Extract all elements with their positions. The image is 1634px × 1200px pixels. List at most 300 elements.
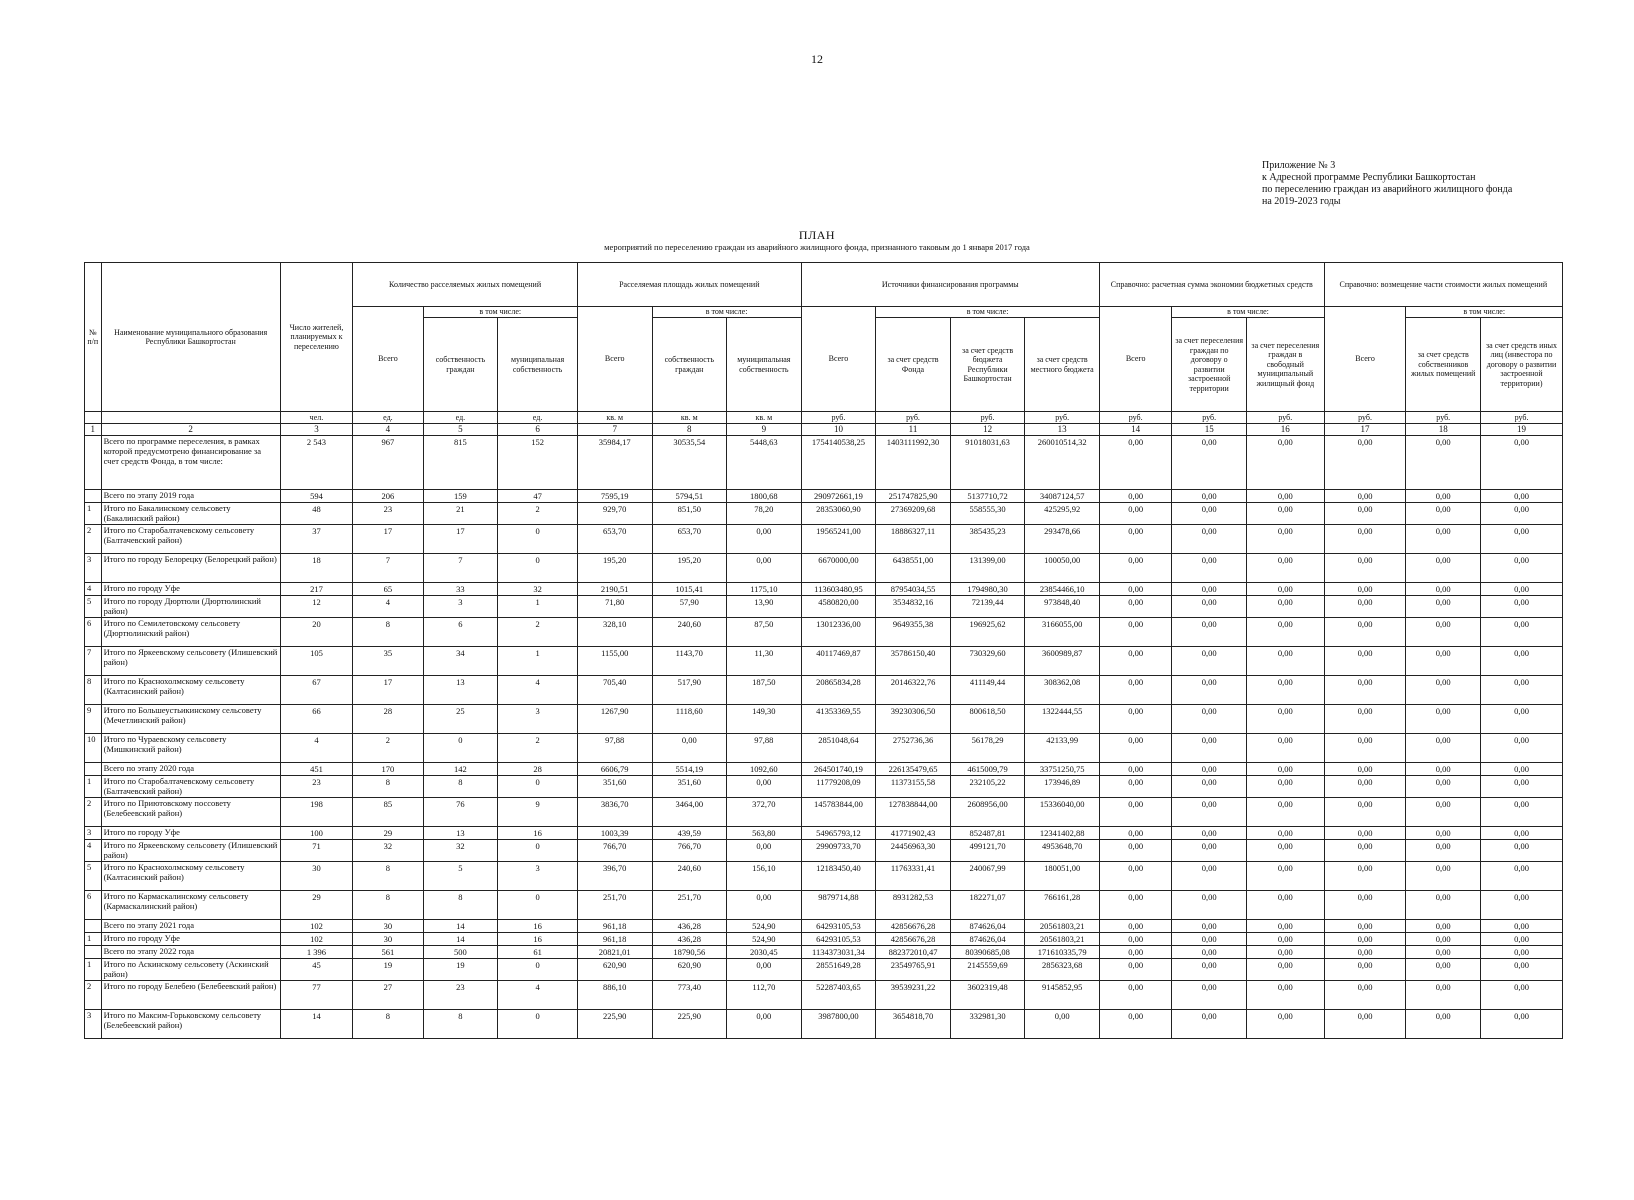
value-cell: 773,40: [652, 981, 727, 1010]
value-cell: 290972661,19: [801, 490, 876, 503]
value-cell: 1092,60: [727, 763, 802, 776]
value-cell: 48: [280, 503, 352, 525]
value-cell: 0,00: [1406, 734, 1481, 763]
value-cell: 800618,50: [950, 705, 1025, 734]
value-cell: 0,00: [1246, 436, 1324, 490]
value-cell: 0,00: [1406, 1010, 1481, 1039]
value-cell: 13,90: [727, 596, 802, 618]
municipality-name: Итого по Старобалтачевскому сельсовету (Балтачевский район): [101, 525, 280, 554]
municipality-name: Итого по городу Уфе: [101, 827, 280, 840]
value-cell: 23854466,10: [1025, 583, 1100, 596]
value-cell: 0,00: [1324, 618, 1406, 647]
row-number: 3: [85, 827, 102, 840]
value-cell: 372,70: [727, 798, 802, 827]
value-cell: 8931282,53: [876, 891, 951, 920]
value-cell: 8: [353, 891, 423, 920]
value-cell: 563,80: [727, 827, 802, 840]
value-cell: 0,00: [1481, 647, 1563, 676]
value-cell: 97,88: [577, 734, 652, 763]
value-cell: 8: [353, 776, 423, 798]
value-cell: 8: [423, 1010, 498, 1039]
value-cell: 766,70: [652, 840, 727, 862]
value-cell: 0,00: [1246, 676, 1324, 705]
header-local-budget: за счет средств местного бюджета: [1025, 318, 1100, 412]
value-cell: 52287403,65: [801, 981, 876, 1010]
value-cell: 25: [423, 705, 498, 734]
value-cell: 15336040,00: [1025, 798, 1100, 827]
column-number: 18: [1406, 424, 1481, 436]
value-cell: 0,00: [1324, 920, 1406, 933]
row-number: 5: [85, 862, 102, 891]
units-cell: ед.: [423, 412, 498, 424]
row-number: [85, 946, 102, 959]
table-row: [85, 676, 1563, 705]
value-cell: 1175,10: [727, 583, 802, 596]
value-cell: 28: [353, 705, 423, 734]
municipality-name: Итого по городу Белорецку (Белорецкий район): [101, 554, 280, 583]
value-cell: 0,00: [1481, 827, 1563, 840]
value-cell: 196925,62: [950, 618, 1025, 647]
value-cell: 0,00: [1172, 734, 1247, 763]
row-number: 3: [85, 554, 102, 583]
value-cell: 30: [353, 933, 423, 946]
value-cell: 17: [353, 525, 423, 554]
value-cell: 39539231,22: [876, 981, 951, 1010]
municipality-name: Итого по Аскинскому сельсовету (Аскинский район): [101, 959, 280, 981]
value-cell: 0,00: [1324, 891, 1406, 920]
value-cell: 20: [280, 618, 352, 647]
value-cell: 0,00: [1324, 946, 1406, 959]
value-cell: 0,00: [1406, 647, 1481, 676]
value-cell: 2752736,36: [876, 734, 951, 763]
value-cell: 251,70: [652, 891, 727, 920]
column-number: 16: [1246, 424, 1324, 436]
value-cell: 0,00: [1406, 618, 1481, 647]
value-cell: 0,00: [1246, 798, 1324, 827]
municipality-name: Итого по Семилетовскому сельсовету (Дюртюлинский район): [101, 618, 280, 647]
units-cell: ед.: [498, 412, 578, 424]
value-cell: 0,00: [1481, 763, 1563, 776]
value-cell: 0,00: [1099, 1010, 1171, 1039]
value-cell: 561: [353, 946, 423, 959]
value-cell: 78,20: [727, 503, 802, 525]
row-number: 1: [85, 503, 102, 525]
value-cell: 0,00: [1099, 946, 1171, 959]
value-cell: 0,00: [1246, 734, 1324, 763]
header-units-municipal: муниципальная собственность: [498, 318, 578, 412]
row-number: 5: [85, 596, 102, 618]
value-cell: 0,00: [1246, 959, 1324, 981]
municipality-name: Всего по этапу 2020 года: [101, 763, 280, 776]
appendix-line: Приложение № 3: [1262, 160, 1336, 171]
value-cell: 0,00: [1406, 933, 1481, 946]
value-cell: 264501740,19: [801, 763, 876, 776]
value-cell: 0,00: [1246, 618, 1324, 647]
value-cell: 0,00: [1172, 1010, 1247, 1039]
value-cell: 18886327,11: [876, 525, 951, 554]
column-number: 19: [1481, 424, 1563, 436]
value-cell: 3166055,00: [1025, 618, 1100, 647]
units-cell: ед.: [353, 412, 423, 424]
value-cell: 517,90: [652, 676, 727, 705]
value-cell: 0,00: [1172, 705, 1247, 734]
value-cell: 0,00: [1099, 583, 1171, 596]
municipality-name: Итого по Яркеевскому сельсовету (Илишевский район): [101, 647, 280, 676]
column-number: 9: [727, 424, 802, 436]
value-cell: 0,00: [1406, 554, 1481, 583]
value-cell: 0,00: [1099, 596, 1171, 618]
column-number: 8: [652, 424, 727, 436]
row-number: 6: [85, 891, 102, 920]
value-cell: 0,00: [1172, 798, 1247, 827]
value-cell: 29909733,70: [801, 840, 876, 862]
value-cell: 6438551,00: [876, 554, 951, 583]
municipality-name: Итого по Приютовскому поссовету (Белебеевский район): [101, 798, 280, 827]
value-cell: 3602319,48: [950, 981, 1025, 1010]
value-cell: 5514,19: [652, 763, 727, 776]
units-cell: кв. м: [577, 412, 652, 424]
table-row: [85, 981, 1563, 1010]
row-number: [85, 436, 102, 490]
value-cell: 0,00: [1172, 946, 1247, 959]
value-cell: 0,00: [1172, 920, 1247, 933]
value-cell: 19: [353, 959, 423, 981]
header-comp-total: Всего: [1324, 307, 1406, 412]
value-cell: 3464,00: [652, 798, 727, 827]
table-row: [85, 1010, 1563, 1039]
table-row: [85, 776, 1563, 798]
table-row: [85, 554, 1563, 583]
value-cell: 0,00: [1246, 827, 1324, 840]
value-cell: 6606,79: [577, 763, 652, 776]
value-cell: 54965793,12: [801, 827, 876, 840]
value-cell: 766,70: [577, 840, 652, 862]
value-cell: 0,00: [727, 554, 802, 583]
value-cell: 0,00: [1246, 1010, 1324, 1039]
value-cell: 35984,17: [577, 436, 652, 490]
header-incl: в том числе:: [1406, 307, 1563, 318]
value-cell: 14: [423, 933, 498, 946]
column-number: 10: [801, 424, 876, 436]
value-cell: 18790,56: [652, 946, 727, 959]
value-cell: 42856676,28: [876, 933, 951, 946]
column-number: 13: [1025, 424, 1100, 436]
value-cell: 0,00: [727, 840, 802, 862]
municipality-name: Итого по Краснохолмскому сельсовету (Калтасинский район): [101, 862, 280, 891]
value-cell: 0,00: [1246, 647, 1324, 676]
value-cell: 0,00: [727, 1010, 802, 1039]
value-cell: 102: [280, 920, 352, 933]
value-cell: 0,00: [1406, 676, 1481, 705]
municipality-name: Итого по Большеустьикинскому сельсовету (Мечетлинский район): [101, 705, 280, 734]
value-cell: 9: [498, 798, 578, 827]
value-cell: 13: [423, 676, 498, 705]
value-cell: 14: [423, 920, 498, 933]
value-cell: 11763331,41: [876, 862, 951, 891]
value-cell: 2190,51: [577, 583, 652, 596]
value-cell: 251,70: [577, 891, 652, 920]
value-cell: 2145559,69: [950, 959, 1025, 981]
value-cell: 0: [498, 1010, 578, 1039]
value-cell: 97,88: [727, 734, 802, 763]
value-cell: 32: [498, 583, 578, 596]
value-cell: 0,00: [1099, 981, 1171, 1010]
row-number: 7: [85, 647, 102, 676]
value-cell: 0,00: [1406, 862, 1481, 891]
value-cell: 47: [498, 490, 578, 503]
value-cell: 7: [353, 554, 423, 583]
value-cell: 0,00: [1246, 705, 1324, 734]
units-row: [85, 412, 1563, 424]
value-cell: 0,00: [1172, 490, 1247, 503]
value-cell: 9145852,95: [1025, 981, 1100, 1010]
value-cell: 100050,00: [1025, 554, 1100, 583]
value-cell: 16: [498, 933, 578, 946]
value-cell: 28353060,90: [801, 503, 876, 525]
value-cell: 6670000,00: [801, 554, 876, 583]
units-cell: руб.: [1099, 412, 1171, 424]
value-cell: 0,00: [1099, 490, 1171, 503]
value-cell: 0,00: [1406, 798, 1481, 827]
table-row: [85, 862, 1563, 891]
value-cell: 11373155,58: [876, 776, 951, 798]
value-cell: 0,00: [1099, 734, 1171, 763]
value-cell: 32: [423, 840, 498, 862]
value-cell: 65: [353, 583, 423, 596]
value-cell: 1118,60: [652, 705, 727, 734]
row-number: 2: [85, 798, 102, 827]
value-cell: 195,20: [652, 554, 727, 583]
value-cell: 24456963,30: [876, 840, 951, 862]
municipality-name: Итого по Яркеевскому сельсовету (Илишевский район): [101, 840, 280, 862]
value-cell: 0,00: [1406, 705, 1481, 734]
value-cell: 1143,70: [652, 647, 727, 676]
value-cell: 1403111992,30: [876, 436, 951, 490]
value-cell: 0,00: [1324, 862, 1406, 891]
appendix-line: к Адресной программе Республики Башкортостан: [1262, 172, 1476, 183]
value-cell: 64293105,53: [801, 933, 876, 946]
value-cell: 8: [423, 891, 498, 920]
plan-table-wrapper: [84, 262, 1563, 1039]
value-cell: 7595,19: [577, 490, 652, 503]
header-col-residents: Число жителей, планируемых к переселению: [280, 263, 352, 412]
value-cell: 0,00: [1099, 920, 1171, 933]
value-cell: 730329,60: [950, 647, 1025, 676]
value-cell: 0,00: [1099, 959, 1171, 981]
value-cell: 66: [280, 705, 352, 734]
value-cell: 1: [498, 647, 578, 676]
value-cell: 195,20: [577, 554, 652, 583]
value-cell: 198: [280, 798, 352, 827]
value-cell: 0,00: [1099, 933, 1171, 946]
value-cell: 17: [423, 525, 498, 554]
units-cell: руб.: [1025, 412, 1100, 424]
header-col-name: Наименование муниципального образования Республики Башкортостан: [101, 263, 280, 412]
value-cell: 0,00: [1099, 862, 1171, 891]
value-cell: 2030,45: [727, 946, 802, 959]
header-units-total: Всего: [353, 307, 423, 412]
value-cell: 1267,90: [577, 705, 652, 734]
value-cell: 0,00: [1246, 596, 1324, 618]
value-cell: 0,00: [1406, 436, 1481, 490]
value-cell: 0,00: [1099, 763, 1171, 776]
value-cell: 1794980,30: [950, 583, 1025, 596]
header-group-compensation: Справочно: возмещение части стоимости жилых помещений: [1324, 263, 1562, 307]
value-cell: 874626,04: [950, 920, 1025, 933]
value-cell: 293478,66: [1025, 525, 1100, 554]
row-number: 1: [85, 959, 102, 981]
value-cell: 0,00: [1099, 840, 1171, 862]
value-cell: 170: [353, 763, 423, 776]
units-cell: руб.: [1246, 412, 1324, 424]
value-cell: 967: [353, 436, 423, 490]
value-cell: 13012336,00: [801, 618, 876, 647]
municipality-name: Итого по Максим-Горьковскому сельсовету (Белебеевский район): [101, 1010, 280, 1039]
row-number: 3: [85, 1010, 102, 1039]
value-cell: 226135479,65: [876, 763, 951, 776]
header-incl: в том числе:: [423, 307, 577, 318]
value-cell: 0,00: [1246, 920, 1324, 933]
value-cell: 0,00: [1406, 920, 1481, 933]
value-cell: 0,00: [1481, 436, 1563, 490]
value-cell: 1: [498, 596, 578, 618]
row-number: 1: [85, 933, 102, 946]
value-cell: 102: [280, 933, 352, 946]
value-cell: 500: [423, 946, 498, 959]
municipality-name: Итого по Краснохолмскому сельсовету (Калтасинский район): [101, 676, 280, 705]
header-group-savings: Справочно: расчетная сумма экономии бюджетных средств: [1099, 263, 1324, 307]
value-cell: 156,10: [727, 862, 802, 891]
value-cell: 77: [280, 981, 352, 1010]
value-cell: 961,18: [577, 920, 652, 933]
header-units-own: собственность граждан: [423, 318, 498, 412]
value-cell: 0,00: [1324, 734, 1406, 763]
value-cell: 620,90: [577, 959, 652, 981]
value-cell: 0,00: [1099, 891, 1171, 920]
value-cell: 45: [280, 959, 352, 981]
value-cell: 1800,68: [727, 490, 802, 503]
value-cell: 0: [498, 959, 578, 981]
value-cell: 0,00: [1099, 676, 1171, 705]
value-cell: 34087124,57: [1025, 490, 1100, 503]
value-cell: 385435,23: [950, 525, 1025, 554]
value-cell: 0,00: [1324, 647, 1406, 676]
value-cell: 20146322,76: [876, 676, 951, 705]
municipality-name: Итого по городу Уфе: [101, 933, 280, 946]
table-row: [85, 490, 1563, 503]
column-number-row: [85, 424, 1563, 436]
value-cell: 8: [423, 776, 498, 798]
value-cell: 80390685,08: [950, 946, 1025, 959]
value-cell: 0,00: [1406, 981, 1481, 1010]
header-group-area: Расселяемая площадь жилых помещений: [577, 263, 801, 307]
value-cell: 351,60: [577, 776, 652, 798]
value-cell: 5794,51: [652, 490, 727, 503]
plan-table: [84, 262, 1563, 1039]
municipality-name: Итого по Чураевскому сельсовету (Мишкинский район): [101, 734, 280, 763]
value-cell: 7: [423, 554, 498, 583]
value-cell: 240,60: [652, 618, 727, 647]
value-cell: 0,00: [1481, 525, 1563, 554]
header-col-no: № п/п: [85, 263, 102, 412]
value-cell: 225,90: [652, 1010, 727, 1039]
value-cell: 0,00: [1172, 647, 1247, 676]
value-cell: 0,00: [1246, 776, 1324, 798]
value-cell: 8: [353, 862, 423, 891]
units-cell: руб.: [1324, 412, 1406, 424]
value-cell: 0: [498, 554, 578, 583]
value-cell: 929,70: [577, 503, 652, 525]
row-number: 4: [85, 840, 102, 862]
table-row: [85, 647, 1563, 676]
column-number: 6: [498, 424, 578, 436]
value-cell: 20561803,21: [1025, 920, 1100, 933]
table-row: [85, 618, 1563, 647]
document-subtitle: мероприятий по переселению граждан из аварийного жилищного фонда, признанного таковым до 1 января 2017 года: [604, 242, 1030, 252]
municipality-name: Всего по этапу 2021 года: [101, 920, 280, 933]
value-cell: 815: [423, 436, 498, 490]
value-cell: 206: [353, 490, 423, 503]
value-cell: 12183450,40: [801, 862, 876, 891]
document-title: ПЛАН: [798, 228, 836, 242]
header-group-units: Количество расселяемых жилых помещений: [353, 263, 578, 307]
value-cell: 34: [423, 647, 498, 676]
value-cell: 2 543: [280, 436, 352, 490]
value-cell: 4953648,70: [1025, 840, 1100, 862]
value-cell: 0,00: [1324, 933, 1406, 946]
value-cell: 217: [280, 583, 352, 596]
header-saving-free-fund: за счет переселения граждан в свободный муниципальный жилищный фонд: [1246, 318, 1324, 412]
value-cell: 0,00: [1406, 596, 1481, 618]
value-cell: 0: [498, 525, 578, 554]
column-number: 15: [1172, 424, 1247, 436]
value-cell: 0,00: [1324, 436, 1406, 490]
value-cell: 653,70: [577, 525, 652, 554]
column-number: 14: [1099, 424, 1171, 436]
value-cell: 5: [423, 862, 498, 891]
table-row: [85, 763, 1563, 776]
table-row: [85, 946, 1563, 959]
units-cell: руб.: [801, 412, 876, 424]
row-number: [85, 920, 102, 933]
value-cell: 1155,00: [577, 647, 652, 676]
value-cell: 56178,29: [950, 734, 1025, 763]
value-cell: 0,00: [1246, 583, 1324, 596]
value-cell: 21: [423, 503, 498, 525]
value-cell: 766161,28: [1025, 891, 1100, 920]
value-cell: 0,00: [652, 734, 727, 763]
value-cell: 40117469,87: [801, 647, 876, 676]
value-cell: 0,00: [1324, 840, 1406, 862]
value-cell: 3: [423, 596, 498, 618]
value-cell: 1134373031,34: [801, 946, 876, 959]
value-cell: 3987800,00: [801, 1010, 876, 1039]
value-cell: 705,40: [577, 676, 652, 705]
value-cell: 29: [353, 827, 423, 840]
header-incl: в том числе:: [652, 307, 801, 318]
value-cell: 0,00: [1406, 827, 1481, 840]
value-cell: 39230306,50: [876, 705, 951, 734]
value-cell: 0,00: [1481, 503, 1563, 525]
row-number: 2: [85, 525, 102, 554]
table-row: [85, 525, 1563, 554]
value-cell: 0,00: [1324, 676, 1406, 705]
header-savings-total: Всего: [1099, 307, 1171, 412]
column-number: 12: [950, 424, 1025, 436]
page-number: 12: [811, 52, 823, 66]
value-cell: 16: [498, 827, 578, 840]
value-cell: 3836,70: [577, 798, 652, 827]
